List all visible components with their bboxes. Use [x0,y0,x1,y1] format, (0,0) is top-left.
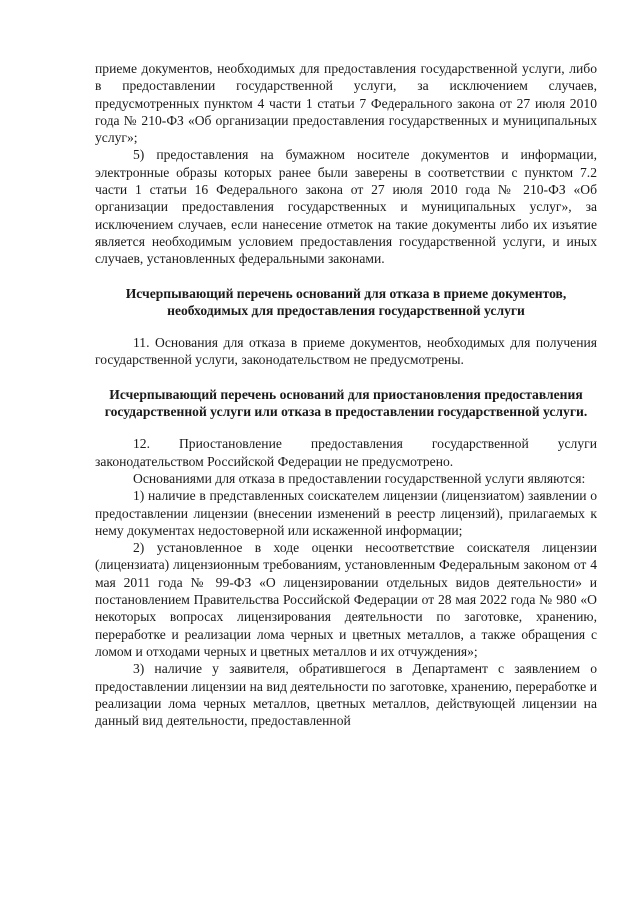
section-heading-refusal-reception: Исчерпывающий перечень оснований для отказа в приеме документов, необходимых для предоставления государственной услуги [125,285,567,318]
paragraph-item-12: 12. Приостановление предоставления государственной услуги законодательством Российской Федерации не предусмотрено. [95,436,597,469]
paragraph-ground-1: 1) наличие в представленных соискателем лицензии (лицензиатом) заявлении о предоставлении лицензии (внесении изменений в реестр лицензий), прилагаемых к нему документах недостоверной или искаженной информации; [95,488,597,538]
spacer [95,319,597,334]
spacer [95,268,597,285]
paragraph-ground-3: 3) наличие у заявителя, обратившегося в Департамент с заявлением о предоставлении лицензии на вид деятельности по заготовке, хранению, переработке и реализации лома черных металлов, цветных металлов, действующей лицензии на данный вид деятельности, предоставленной [95,661,597,729]
spacer [95,369,597,386]
paragraph-grounds-intro: Основаниями для отказа в предоставлении государственной услуги являются: [133,470,586,486]
paragraph-item-5: 5) предоставления на бумажном носителе документов и информации, электронные образы которых ранее были заверены в соответствии с пунктом 7.2 части 1 статьи 16 Федерального закона от 27 июля 2010 года № 210-ФЗ «Об организации предоставления государственных и муниципальных услуг», за исключением случаев, если нанесение отметок на такие документы либо их изъятие является необходимым условием предоставления государственной услуги, и иных случаев, установленных федеральными законами. [95,147,597,267]
paragraph-item-11: 11. Основания для отказа в приеме документов, необходимых для получения государственной услуги, законодательством не предусмотрены. [95,335,597,368]
spacer [95,420,597,435]
section-heading-suspension-refusal: Исчерпывающий перечень оснований для приостановления предоставления государственной услуги или отказа в предоставлении государственной услуги. [104,386,588,420]
paragraph-ground-2: 2) установленное в ходе оценки несоответствие соискателя лицензии (лицензиата) лицензионным требованиям, установленным Федеральным законом от 4 мая 2011 года № 99-ФЗ «О лицензировании отдельных видов деятельности» и постановлением Правительства Российской Федерации от 28 мая 2022 года № 980 «О некоторых вопросах лицензирования деятельности по заготовке, хранению, переработке и реализации лома черных и цветных металлов, а также обращения с ломом и отходами черных и цветных металлов и их отчуждения»; [95,540,597,659]
document-body [95,60,597,729]
paragraph-continuation: приеме документов, необходимых для предоставления государственной услуги, либо в предоставлении государственной услуги, за исключением случаев, предусмотренных пунктом 4 части 1 статьи 7 Федерального закона от 27 июля 2010 года № 210-ФЗ «Об организации предоставления государственных и муниципальных услуг»; [95,61,597,146]
